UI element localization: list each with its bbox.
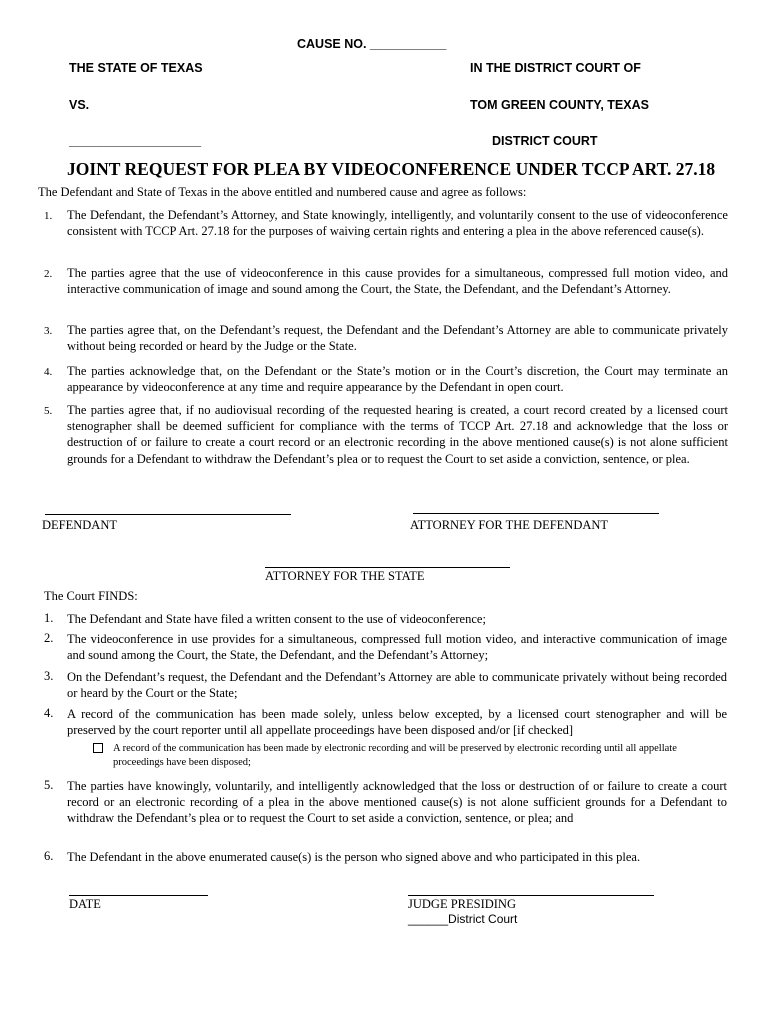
attorney-state-label: ATTORNEY FOR THE STATE xyxy=(265,569,425,583)
county-label: TOM GREEN COUNTY, TEXAS xyxy=(470,98,649,112)
finding-number: 1. xyxy=(44,611,54,625)
agreement-number: 2. xyxy=(44,268,53,280)
finding-item: The parties have knowingly, voluntarily, and intelligently acknowledged that the loss or destruction of or failure to create a court record or an electronic recording of a plea in the above mentioned cause(s) is not alone sufficient grounds for a Defendant to withdraw the Defendant’s plea or to request the Court to set aside a conviction, sentence, or plea; and xyxy=(67,779,727,826)
court-of-label: IN THE DISTRICT COURT OF xyxy=(470,61,641,75)
date-line xyxy=(69,895,208,896)
agreement-number: 3. xyxy=(44,325,53,337)
state-of-texas: THE STATE OF TEXAS xyxy=(69,61,203,75)
district-court-label: DISTRICT COURT xyxy=(492,134,598,148)
judge-presiding-label: JUDGE PRESIDING xyxy=(408,897,516,911)
agreement-item: The parties agree that, if no audiovisual recording of the requested hearing is created, a court record created by a licensed court stenographer shall be deemed sufficient for compliance with the terms of TCCP Art. 27.18 and acknowledge that the loss or destruction of or failure to create a court record or an electronic recording in the above mentioned cause(s) is not alone sufficient grounds for a Defendant to withdraw the Defendant’s plea or to request the Court to set aside a conviction, sentence, or plea. xyxy=(67,403,728,466)
finding-number: 5. xyxy=(44,778,54,792)
cause-number: CAUSE NO. ___________ xyxy=(297,37,447,51)
finding-number: 6. xyxy=(44,849,54,863)
attorney-state-signature-line xyxy=(265,567,510,568)
agreement-number: 1. xyxy=(44,210,53,222)
finding-item: The videoconference in use provides for a simultaneous, compressed full motion video, and interactive communication of image and sound among the Court, the State, the Defendant, and the Defendant’s Attorney; xyxy=(67,632,727,663)
agreement-number: 5. xyxy=(44,405,53,417)
defendant-label: DEFENDANT xyxy=(42,518,117,532)
agreement-item: The parties acknowledge that, on the Defendant or the State’s motion or in the Court’s discretion, the Court may terminate an appearance by videoconference at any time and require appearance by the Defendant in open court. xyxy=(67,364,728,395)
finding-item: On the Defendant’s request, the Defendant and the Defendant’s Attorney are able to communicate privately without being recorded or heard by the Court or the State; xyxy=(67,670,727,701)
finding-item: A record of the communication has been made solely, unless below excepted, by a licensed court stenographer and will be preserved by the court reporter until all appellate proceedings have been disposed and/or [if checked] xyxy=(67,707,727,738)
electronic-recording-option: A record of the communication has been made by electronic recording and will be preserved by electronic recording until all appellate proceedings have been disposed; xyxy=(113,743,677,768)
finding-item: The Defendant and State have filed a written consent to the use of videoconference; xyxy=(67,612,486,626)
defendant-name-blank: ___________________ xyxy=(69,134,202,148)
date-label: DATE xyxy=(69,897,101,911)
finding-item: The Defendant in the above enumerated cause(s) is the person who signed above and who participated in this plea. xyxy=(67,850,641,864)
electronic-recording-checkbox[interactable] xyxy=(93,743,103,753)
finding-number: 2. xyxy=(44,631,54,645)
agreement-item: The parties agree that the use of videoconference in this cause provides for a simultaneous, compressed full motion video, and interactive communication of image and sound among the Court, the State, the Defendant, and the Defendant’s Attorney. xyxy=(67,266,728,297)
agreement-item: The Defendant, the Defendant’s Attorney, and State knowingly, intelligently, and voluntarily consent to the use of videoconference consistent with TCCP Art. 27.18 for the purposes of waiving certain rights and entering a plea in the above referenced cause(s). xyxy=(67,208,728,239)
document-title: JOINT REQUEST FOR PLEA BY VIDEOCONFERENCE UNDER TCCP ART. 27.18 xyxy=(67,159,716,179)
attorney-defendant-signature-line xyxy=(413,513,659,514)
agreement-number: 4. xyxy=(44,366,53,378)
intro-text: The Defendant and State of Texas in the above entitled and numbered cause and agree as follows: xyxy=(38,185,527,199)
agreement-item: The parties agree that, on the Defendant’s request, the Defendant and the Defendant’s Attorney are able to communicate privately without being recorded or heard by the Judge or the State. xyxy=(67,323,728,354)
district-court-footer: ______District Court xyxy=(408,912,518,926)
attorney-defendant-label: ATTORNEY FOR THE DEFENDANT xyxy=(410,518,609,532)
finding-number: 4. xyxy=(44,706,54,720)
court-finds-heading: The Court FINDS: xyxy=(44,589,138,603)
judge-signature-line xyxy=(408,895,654,896)
versus-label: VS. xyxy=(69,98,90,112)
defendant-signature-line xyxy=(45,514,291,515)
finding-number: 3. xyxy=(44,669,54,683)
